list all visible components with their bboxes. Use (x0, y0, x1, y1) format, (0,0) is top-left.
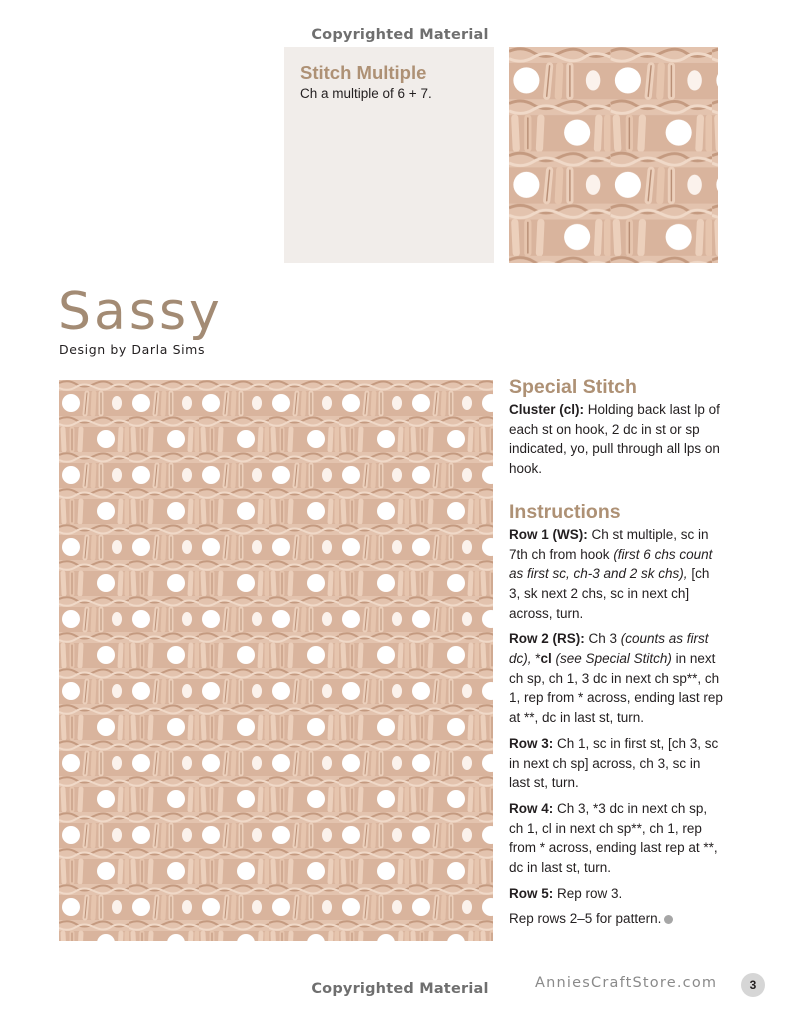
repeat-instruction (509, 909, 724, 929)
designer-credit: Design by Darla Sims (59, 342, 206, 357)
row-1-label: Row 1 (WS): (509, 526, 588, 542)
end-marker-icon (664, 915, 673, 924)
repeat-text: Rep rows 2–5 for pattern. (509, 911, 662, 927)
row-1-note: (first 6 chs count as first sc, ch-3 and 2 sk chs), (509, 546, 713, 582)
row-2-note-special: (see Special Stitch) (551, 651, 672, 667)
row-3-label: Row 3: (509, 735, 554, 751)
special-stitch-heading: Special Stitch (509, 376, 637, 398)
row-4 (509, 799, 724, 878)
pattern-title: Sassy (58, 282, 223, 342)
row-2-text: Ch 3 (584, 631, 621, 647)
row-4-text: Ch 3, *3 dc in next ch sp, ch 1, cl in next ch sp**, ch 1, rep from * across, ending last rep at **, dc in last st, turn. (509, 800, 718, 876)
special-stitch-text (509, 400, 724, 479)
row-5 (509, 884, 724, 904)
row-5-label: Row 5: (509, 885, 554, 901)
copyright-watermark-top: Copyrighted Material (311, 27, 489, 43)
row-2 (509, 629, 724, 728)
row-2-star: * (531, 651, 541, 667)
row-2-label: Row 2 (RS): (509, 631, 585, 647)
row-4-label: Row 4: (509, 800, 554, 816)
row-3-text: Ch 1, sc in first st, [ch 3, sc in next ch sp] across, ch 3, sc in last st, turn. (509, 735, 719, 791)
cluster-term: Cluster (cl): (509, 402, 585, 417)
row-2-text-end: in next ch sp, ch 1, 3 dc in next ch sp**, ch 1, rep from * across, ending last rep at **, dc in last st, turn. (509, 651, 723, 726)
stitch-swatch-photo (59, 380, 493, 941)
row-1-text: Ch st multiple, sc in 7th ch from hook (509, 526, 709, 562)
stitch-swatch-closeup-photo (509, 47, 718, 263)
page-number-badge: 3 (741, 973, 765, 997)
stitch-multiple-text: Ch a multiple of 6 + 7. (300, 86, 432, 101)
footer-website: AnniesCraftStore.com (535, 975, 718, 991)
cluster-definition: Holding back last lp of each st on hook, 2 dc in st or sp indicated, yo, pull through all lps on hook. (509, 402, 720, 477)
row-2-cl: cl (540, 651, 552, 667)
copyright-watermark-bottom: Copyrighted Material (311, 981, 489, 997)
row-3 (509, 734, 724, 793)
pattern-instructions (509, 374, 724, 929)
row-2-note: (counts as first dc), (509, 631, 709, 667)
instructions-heading: Instructions (509, 500, 621, 523)
stitch-multiple-box (284, 47, 494, 263)
row-1-text-end: [ch 3, sk next 2 chs, sc in next ch] across, turn. (509, 566, 710, 621)
row-1 (509, 525, 724, 624)
stitch-multiple-heading: Stitch Multiple (300, 62, 427, 83)
row-5-text: Rep row 3. (553, 885, 623, 901)
